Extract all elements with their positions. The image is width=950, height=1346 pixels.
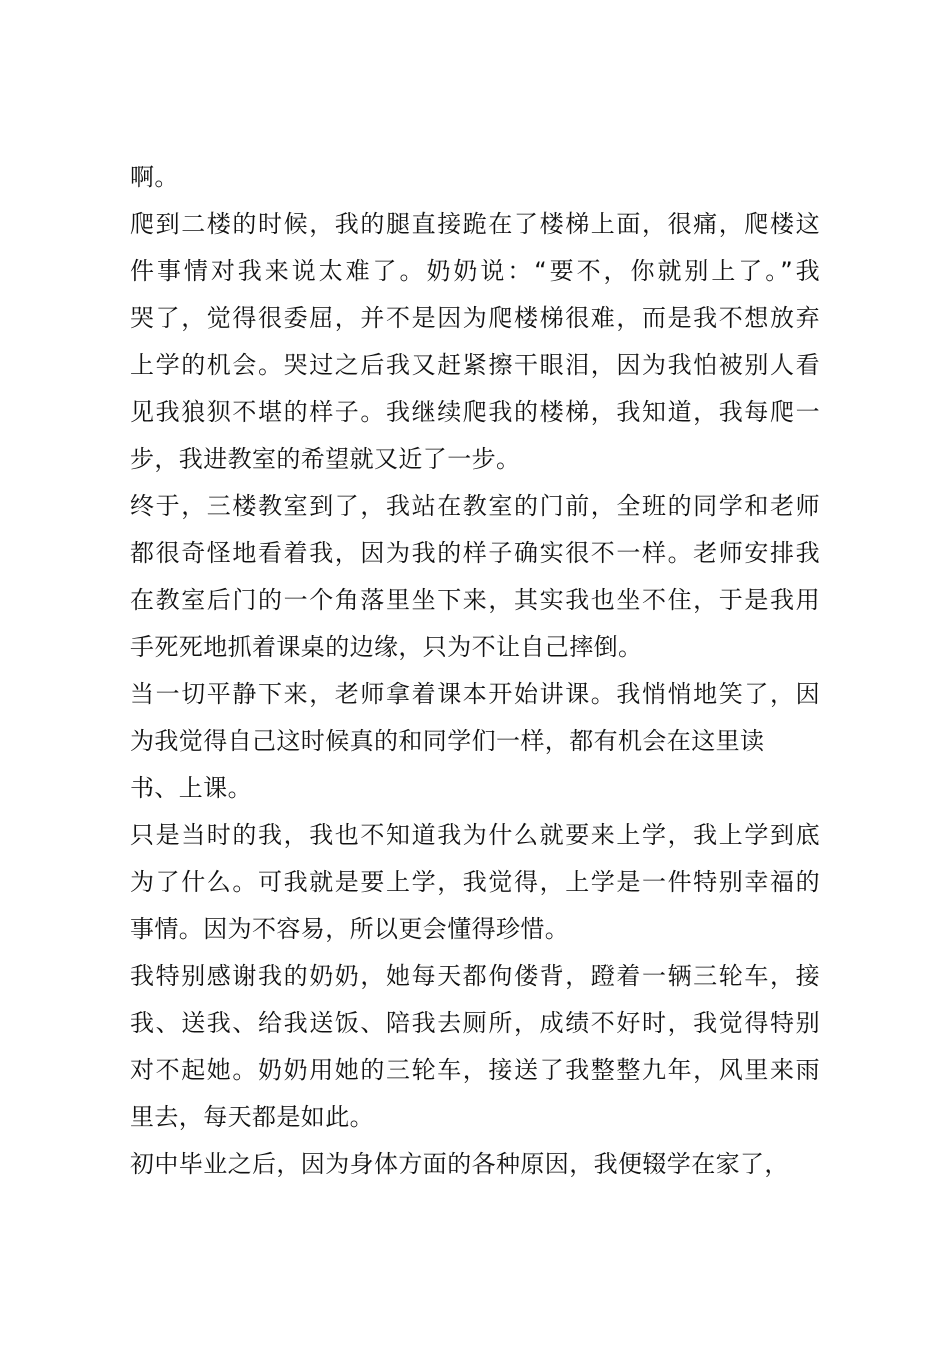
paragraph [130,953,830,1141]
text-line: 手死死地抓着课桌的边缘，只为不让自己摔倒。 [130,633,643,661]
paragraph [130,671,830,812]
paragraph [130,154,830,201]
text-line: 当一切平静下来，老师拿着课本开始讲课。我悄悄地笑了，因 [130,680,820,708]
text-line: 终于，三楼教室到了，我站在教室的门前，全班的同学和老师 [130,492,820,520]
text-line: 啊。 [130,163,179,191]
paragraph [130,812,830,953]
text-line: 事情。因为不容易，所以更会懂得珍惜。 [130,915,570,943]
text-line: 为了什么。可我就是要上学，我觉得，上学是一件特别幸福的 [130,868,820,896]
text-line: 对不起她。奶奶用她的三轮车，接送了我整整九年，风里来雨 [130,1056,820,1084]
text-line: 里去，每天都是如此。 [130,1103,374,1131]
text-line: 只是当时的我，我也不知道我为什么就要来上学，我上学到底 [130,821,820,849]
paragraph [130,1141,830,1188]
text-line: 初中毕业之后，因为身体方面的各种原因，我便辍学在家了， [130,1150,789,1178]
paragraph [130,201,830,483]
text-line: 哭了，觉得很委屈，并不是因为爬楼梯很难，而是我不想放弃 [130,304,820,332]
text-line: 上学的机会。哭过之后我又赶紧擦干眼泪，因为我怕被别人看 [130,351,820,379]
document-page [130,154,830,1188]
text-line: 件事情对我来说太难了。奶奶说：“要不，你就别上了。”我 [130,257,820,285]
text-line: 步，我进教室的希望就又近了一步。 [130,445,521,473]
text-line: 都很奇怪地看着我，因为我的样子确实很不一样。老师安排我 [130,539,820,567]
text-line: 爬到二楼的时候，我的腿直接跪在了楼梯上面，很痛，爬楼这 [130,210,820,238]
text-line: 为我觉得自己这时候真的和同学们一样，都有机会在这里读 [130,727,765,755]
text-line: 在教室后门的一个角落里坐下来，其实我也坐不住，于是我用 [130,586,820,614]
paragraph [130,483,830,671]
text-line: 我特别感谢我的奶奶，她每天都佝偻背，蹬着一辆三轮车，接 [130,962,820,990]
text-line: 见我狼狈不堪的样子。我继续爬我的楼梯，我知道，我每爬一 [130,398,820,426]
text-line: 书、上课。 [130,774,252,802]
text-line: 我、送我、给我送饭、陪我去厕所，成绩不好时，我觉得特别 [130,1009,820,1037]
